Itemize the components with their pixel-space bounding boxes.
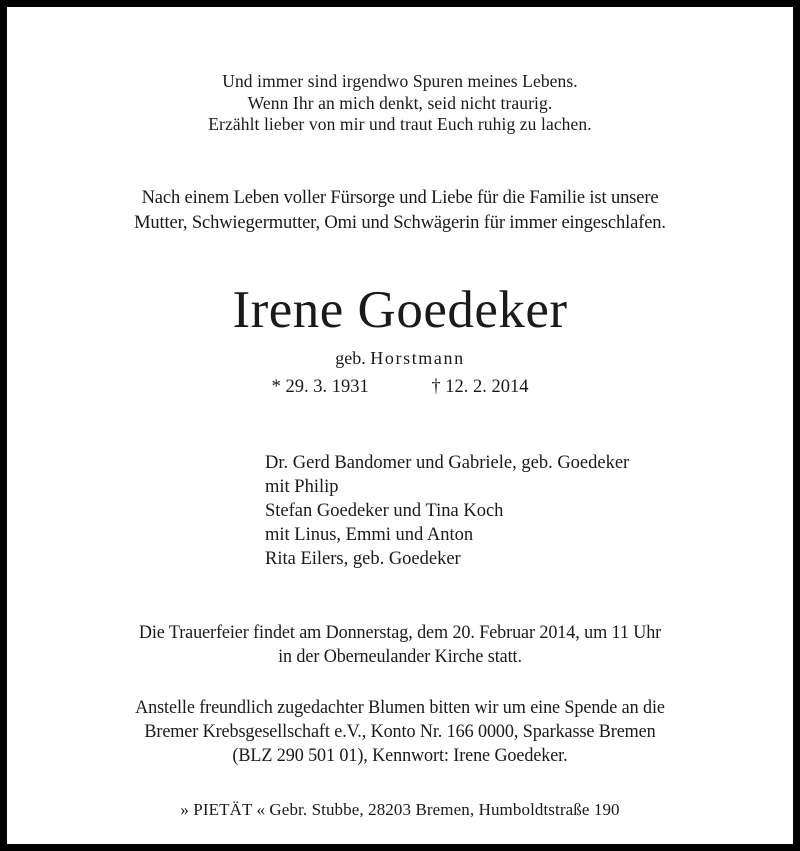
family-line: Stefan Goedeker und Tina Koch xyxy=(265,500,504,521)
verse-line-2: Wenn Ihr an mich denkt, seid nicht traurig. xyxy=(247,92,553,113)
deceased-name-block xyxy=(33,281,767,399)
service-line-2: in der Oberneulander Kirche statt. xyxy=(278,646,522,667)
family-line: Dr. Gerd Bandomer und Gabriele, geb. Goedeker xyxy=(265,452,630,473)
donation-request xyxy=(40,696,759,768)
family-line: Rita Eilers, geb. Goedeker xyxy=(265,549,461,570)
maiden-name-line xyxy=(33,347,767,369)
funeral-home-line: » PIETÄT « Gebr. Stubbe, 28203 Bremen, Humboldtstraße 190 xyxy=(180,799,620,819)
donation-line-1: Anstelle freundlich zugedachter Blumen bitten wir um eine Spende an die xyxy=(135,697,665,718)
life-dates xyxy=(33,376,767,399)
cross-dagger-icon: † xyxy=(431,376,441,397)
birth-date-group xyxy=(272,377,374,397)
funeral-home-footer xyxy=(33,799,767,820)
death-date: 12. 2. 2014 xyxy=(445,376,529,397)
verse-line-1: Und immer sind irgendwo Spuren meines Lebens. xyxy=(222,71,578,91)
service-line-1: Die Trauerfeier findet am Donnerstag, dem 20. Februar 2014, um 11 Uhr xyxy=(138,622,662,643)
maiden-name-prefix: geb. xyxy=(335,347,366,368)
opening-verse xyxy=(33,71,767,136)
birth-star-icon: * xyxy=(271,376,281,397)
deceased-name: Irene Goedeker xyxy=(232,280,568,339)
death-date-group xyxy=(431,377,528,397)
surviving-family-list xyxy=(33,451,767,572)
family-line: mit Linus, Emmi und Anton xyxy=(265,525,474,546)
verse-line-3: Erzählt lieber von mir und traut Euch ruhig zu lachen. xyxy=(208,114,592,134)
announcement-line-1: Nach einem Leben voller Fürsorge und Liebe für die Familie ist unsere xyxy=(141,186,659,208)
family-line: mit Philip xyxy=(265,476,339,497)
birth-date: 29. 3. 1931 xyxy=(285,376,369,397)
donation-line-2: Bremer Krebsgesellschaft e.V., Konto Nr. 166 0000, Sparkasse Bremen xyxy=(144,721,656,742)
announcement-line-2: Mutter, Schwiegermutter, Omi und Schwägerin für immer eingeschlafen. xyxy=(134,211,666,233)
death-announcement xyxy=(42,185,758,235)
funeral-service-details xyxy=(40,621,759,669)
donation-line-3: (BLZ 290 501 01), Kennwort: Irene Goedeker. xyxy=(232,745,568,766)
notice-content xyxy=(7,71,793,851)
maiden-name-value: Horstmann xyxy=(370,347,465,368)
